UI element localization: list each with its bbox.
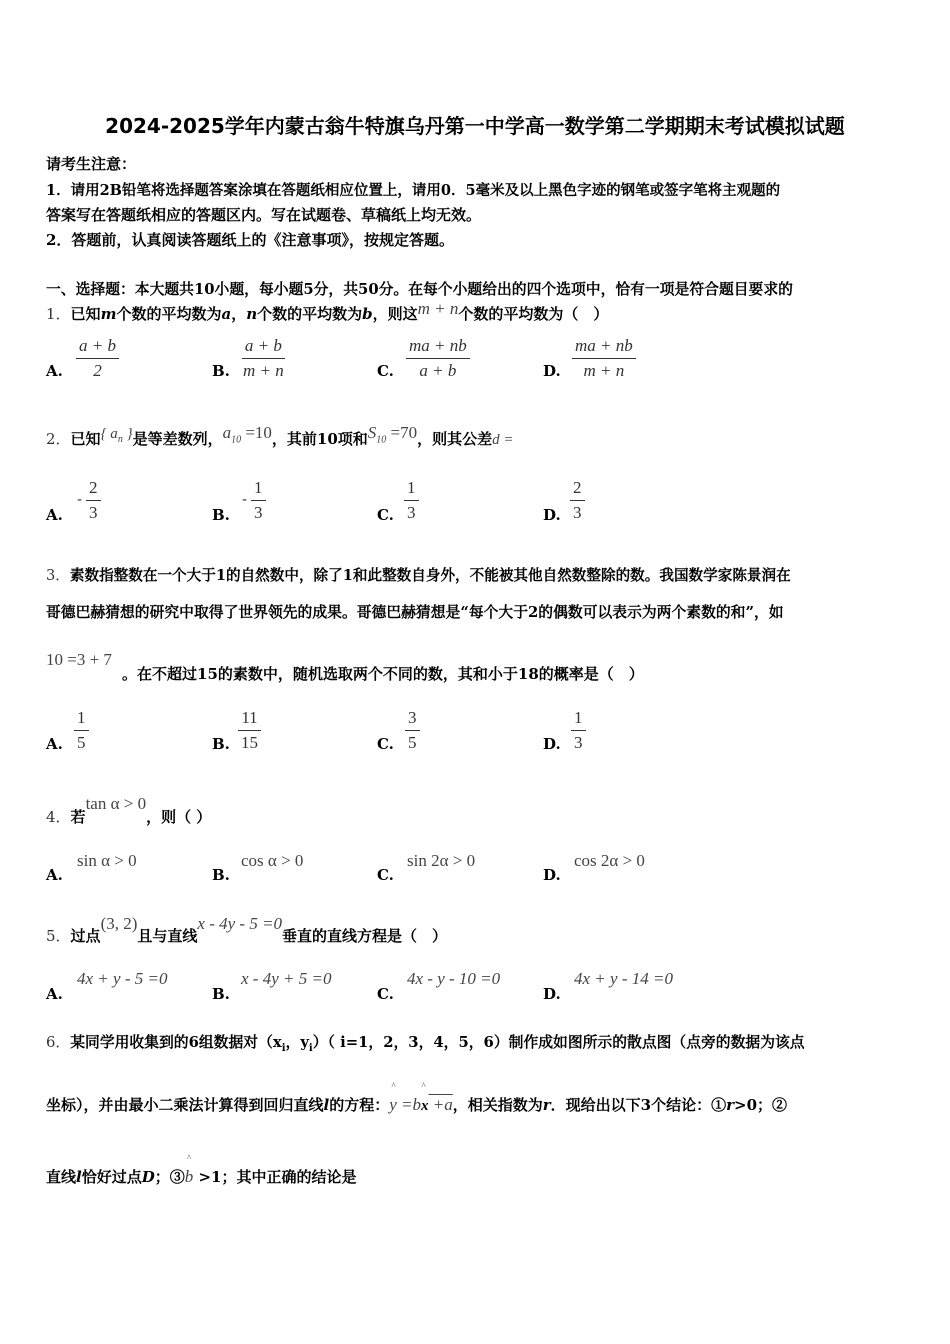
q2-option-c[interactable]: $\frac{1}{3}$: [404, 478, 419, 523]
q1-option-c-label[interactable]: C.: [377, 362, 394, 380]
notice-heading: 请考生注意：: [46, 155, 137, 173]
q4-option-b[interactable]: cos α > 0: [241, 851, 304, 870]
q4-option-d-label[interactable]: D.: [543, 866, 561, 884]
q5-option-a-label[interactable]: A.: [46, 985, 63, 1003]
q3-option-a[interactable]: $\frac{1}{5}$: [74, 708, 89, 753]
q5-option-c-label[interactable]: C.: [377, 985, 394, 1003]
q3-option-a-label[interactable]: A.: [46, 735, 63, 753]
q1-option-b-label[interactable]: B.: [212, 362, 230, 380]
q2-option-a[interactable]: $\frac{2}{3}$: [86, 478, 101, 523]
q5-option-d-label[interactable]: D.: [543, 985, 561, 1003]
q3-option-b-label[interactable]: B.: [212, 735, 230, 753]
q5-option-c[interactable]: 4x - y - 10 =0: [407, 969, 501, 988]
q4-option-a[interactable]: sin α > 0: [77, 851, 137, 870]
q5-option-a[interactable]: 4x + y - 5 =0: [77, 969, 168, 988]
q3-option-c[interactable]: $\frac{3}{5}$: [405, 708, 420, 753]
q3-option-b[interactable]: $\frac{11}{15}$: [238, 708, 261, 753]
q5-option-d[interactable]: 4x + y - 14 =0: [574, 969, 673, 988]
question-3-equation: 10 =3 + 7: [46, 650, 112, 669]
q3-option-c-label[interactable]: C.: [377, 735, 394, 753]
question-4-stem: 4．若tan α > 0，则（ ）: [46, 794, 212, 826]
q4-option-a-label[interactable]: A.: [46, 866, 63, 884]
b-hat-mark-2: ^: [186, 1153, 191, 1163]
question-6-line-1: 6．某同学用收集到的6组数据对（$x_i$，$y_i$）（ i=1，2，3，4，5，6）制作成如图所示的散点图（点旁的数据为该点: [46, 1034, 805, 1054]
q4-option-c[interactable]: sin 2α > 0: [407, 851, 476, 870]
question-6-line-2: 坐标），并由最小二乘法计算得到回归直线l的方程： ^ ^ y =bx +a，相关指数为r．现给出以下3个结论：①r>0；②: [46, 1081, 788, 1114]
q1-option-b[interactable]: $\frac{a + b}{m + n}$: [243, 336, 284, 380]
q3-option-d[interactable]: $\frac{1}{3}$: [571, 708, 586, 753]
regression-equation: ^ ^ y =bx +a: [389, 1081, 453, 1114]
question-3-line-2: 哥德巴赫猜想的研究中取得了世界领先的成果。哥德巴赫猜想是“每个大于2的偶数可以表示为两个素数的和”，如: [46, 604, 784, 621]
q2-option-d-label[interactable]: D.: [543, 506, 561, 524]
notice-line-1: 1．请用2B铅笔将选择题答案涂填在答题纸相应位置上，请用0．5毫米及以上黑色字迹的钢笔或签字笔将主观题的: [46, 182, 781, 199]
question-1-stem: 1．已知m个数的平均数为a，n个数的平均数为b，则这m + n个数的平均数为（ ）: [46, 299, 609, 323]
question-2-stem: 2．已知{ $a_n$ }是等差数列，$a_{10} =10$，其前10项和$S_{10} =70$，则其公差d =: [46, 423, 514, 448]
q3-option-d-label[interactable]: D.: [543, 735, 561, 753]
q4-option-b-label[interactable]: B.: [212, 866, 230, 884]
b-hat-mark: ^: [421, 1081, 426, 1091]
q2-option-a-label[interactable]: A.: [46, 506, 63, 524]
sequence-notation: { $a_n$ }: [100, 426, 133, 445]
q1-option-c[interactable]: $\frac{ma + nb}{a + b}$: [406, 336, 470, 381]
q5-option-b[interactable]: x - 4y + 5 =0: [241, 969, 332, 988]
question-6-line-3: 直线l恰好过点D；③ ^ b >1；其中正确的结论是: [46, 1153, 357, 1186]
q5-option-b-label[interactable]: B.: [212, 985, 230, 1003]
notice-line-1b: 答案写在答题纸相应的答题区内。写在试题卷、草稿纸上均无效。: [46, 206, 482, 224]
question-5-stem: 5．过点(3, 2)且与直线x - 4y - 5 =0垂直的直线方程是（ ）: [46, 914, 448, 945]
q1-option-a-label[interactable]: A.: [46, 362, 63, 380]
section-heading: 一、选择题：本大题共10小题，每小题5分，共50分。在每个小题给出的四个选项中，恰有一项是符合题目要求的: [46, 281, 793, 298]
q2-option-d[interactable]: $\frac{2}{3}$: [570, 478, 585, 523]
q4-option-c-label[interactable]: C.: [377, 866, 394, 884]
q1-option-d-label[interactable]: D.: [543, 362, 561, 380]
q2-option-b-label[interactable]: B.: [212, 506, 230, 524]
q2-option-c-label[interactable]: C.: [377, 506, 394, 524]
q2-option-a-sign: -: [77, 490, 83, 508]
q2-option-b[interactable]: $\frac{1}{3}$: [251, 478, 266, 523]
question-3-line-1: 3．素数指整数在一个大于1的自然数中，除了1和此整数自身外，不能被其他自然数整除的数。我国数学家陈景润在: [46, 567, 791, 584]
notice-line-2: 2．答题前，认真阅读答题纸上的《注意事项》，按规定答题。: [46, 231, 454, 249]
q2-option-b-sign: -: [242, 490, 248, 508]
question-3-line-3: 。在不超过15的素数中，随机选取两个不同的数，其和小于18的概率是（ ）: [122, 665, 644, 683]
y-hat-mark: ^: [391, 1081, 396, 1091]
q1-option-a[interactable]: $\frac{a + b}{2}$: [76, 336, 119, 381]
page-title: 2024-2025学年内蒙古翁牛特旗乌丹第一中学高一数学第二学期期末考试模拟试题: [105, 114, 845, 138]
q1-option-d[interactable]: $\frac{ma + nb}{m + n}$: [572, 336, 636, 381]
q4-option-d[interactable]: cos 2α > 0: [574, 851, 645, 870]
